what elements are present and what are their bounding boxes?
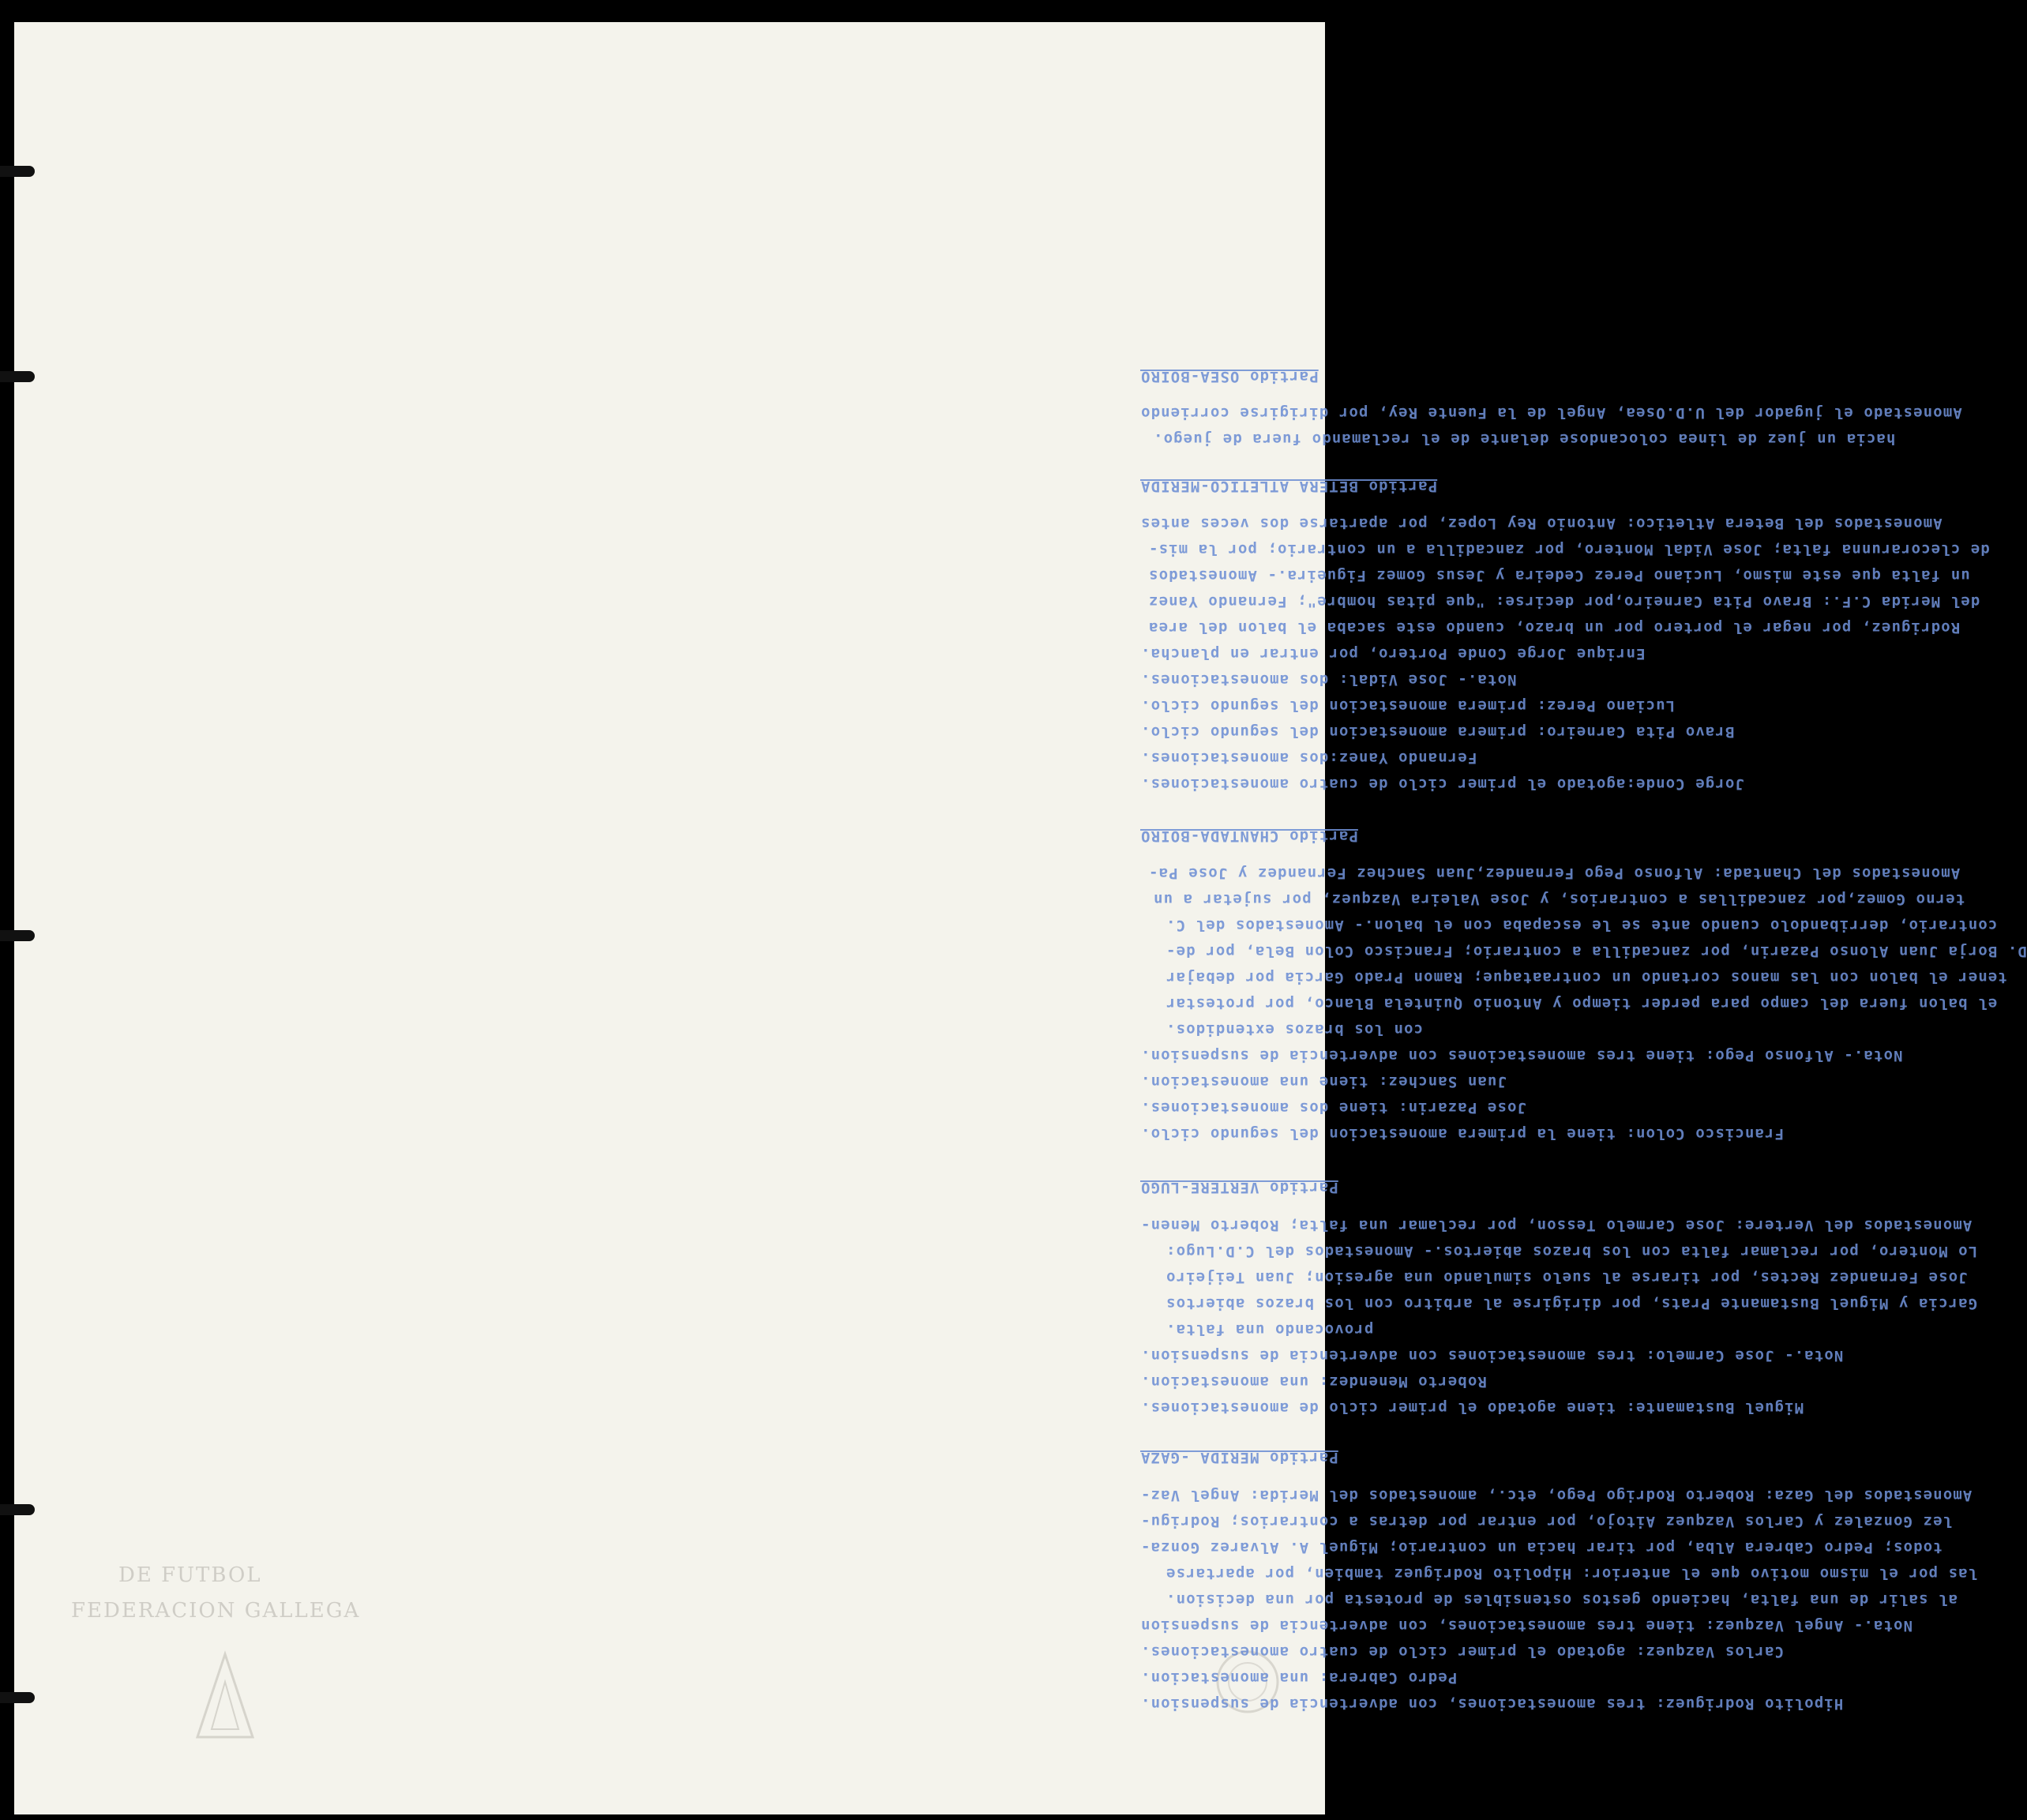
- text-line: Jorge Conde:agotado el primer ciclo de cuatro amonestaciones.: [1140, 775, 1744, 793]
- text-line: Enrique Jorge Conde Portero, por entrar en plancha.: [1140, 645, 1646, 662]
- text-line: Lo Montero, por reclamar falta con los brazos abiertos.- Amonestados del C.D.Lugo:: [1166, 1243, 1978, 1260]
- text-line: de clecorarunna falta; Jose Vidal Montero, por zancadilla a un contrario; por la mis-: [1148, 541, 1990, 558]
- text-line: lez Gonzalez y Carlos Vazquez Aitojo, por entrar por detras a contrarios; Rodrigu-: [1140, 1513, 1953, 1530]
- text-line: provocando una falta.: [1166, 1321, 1374, 1338]
- text-line: Roberto Menendez: una amonestacion.: [1140, 1373, 1487, 1390]
- text-line: con los brazos extendidos.: [1166, 1021, 1424, 1038]
- text-line: Nota.- Jose Carmelo: tres amonestaciones con advertencia de suspension.: [1140, 1347, 1844, 1364]
- text-line: Carlos Vazquez: agotado el primer ciclo de cuatro amonestaciones.: [1140, 1643, 1785, 1661]
- text-line: Jose Fernandez Rectes, por tirarse al suelo simulando una agresion; Juan Teijeiro: [1166, 1269, 1968, 1286]
- section-heading: Partido VERTERE-LUGO: [1140, 1179, 1338, 1196]
- text-line: Fernando Yanez:dos amonestaciones.: [1140, 749, 1477, 767]
- text-line: Hipolito Rodriguez: tres amonestaciones, con advertencia de suspension.: [1140, 1695, 1844, 1713]
- text-line: Nota.- Alfonso Pego: tiene tres amonestaciones con advertencia de suspension.: [1140, 1047, 1903, 1064]
- text-line: contrario, derribandolo cuando ante se le escapaba con el balon.- Amonestados del C.: [1166, 917, 1998, 934]
- text-line: Amonestados del Betera Atletico: Antonio Rey Lopez, por apartarse dos veces antes: [1140, 515, 1943, 532]
- text-line: hacia un juez de linea colocandose delante de el reclamando fuera de juego.: [1153, 430, 1896, 448]
- section-heading: Partido CHANTADA-BOIRO: [1140, 827, 1358, 845]
- text-line: D. Borja Juan Alonso Pazarin, por zancadilla a contrario; Francisco Colon Bela, por de-: [1166, 943, 2027, 960]
- text-line: Amonestados del Chantada: Alfonso Pego Fernandez,Juan Sanchez Fernandez y Jose Pa-: [1148, 865, 1961, 882]
- text-line: Luciano Perez: primera amonestacion del segundo ciclo.: [1140, 697, 1676, 715]
- text-line: Nota.- Angel Vazquez: tiene tres amonestaciones, con advertencia de suspension: [1140, 1617, 1913, 1634]
- text-line: Rodriguez, por negar el portero por un brazo, cuando este sacaba el balon del area: [1148, 619, 1961, 636]
- text-line: Garcia y Miguel Bustamante Prats, por dirigirse al arbitro con los brazos abiertos: [1166, 1295, 1978, 1312]
- text-line: el balon fuera del campo para perder tiempo y Antonio Quintela Blanco, por protestar: [1166, 995, 1998, 1012]
- text-line: del Merida C.F.: Bravo Pita Carneiro,por decirse: "que pitas hombre"; Fernando Yanez: [1148, 593, 1980, 610]
- text-line: un falta que este mismo, Luciano Perez Cedeira y Jesus Gomez Figueira.- Amonestados: [1148, 567, 1970, 584]
- text-line: terno Gomez,por zancadillas a contrarios, y Jose Valeira Vazquez, por sujetar a un: [1153, 891, 1965, 908]
- text-line: Jose Pazarin: tiene dos amonestaciones.: [1140, 1099, 1527, 1116]
- section-heading: Partido BETERA ATLETICO-MERIDA: [1140, 478, 1438, 495]
- text-line: Juan Sanchez: tiene una amonestacion.: [1140, 1073, 1507, 1090]
- text-line: Miguel Bustamante: tiene agotado el primer ciclo de amonestaciones.: [1140, 1399, 1804, 1417]
- text-line: Francisco Colon: tiene la primera amonestacion del segundo ciclo.: [1140, 1125, 1785, 1143]
- text-line: Bravo Pita Carneiro: primera amonestacion del segundo ciclo.: [1140, 723, 1735, 741]
- text-line: Nota.- Jose Vidal: dos amonestaciones.: [1140, 671, 1517, 689]
- section-heading: Partido OSEA-BOIRO: [1140, 368, 1319, 385]
- text-line: Amonestados del Vertere: Jose Carmelo Tesson, por reclamar una falta; Roberto Menen-: [1140, 1217, 1973, 1234]
- text-line: Amonestados del Gaza: Roberto Rodrigo Pego, etc., amonestados del Merida: Angel Vaz-: [1140, 1487, 1973, 1504]
- text-line: Pedro Cabrera: una amonestacion.: [1140, 1669, 1458, 1687]
- text-line: tener el balon con las manos cortando un contraataque; Ramon Prado Garcia por debajar: [1166, 969, 2007, 986]
- text-line: al salir de una falta, haciendo gestos ostensibles de protesta por una decision.: [1166, 1591, 1958, 1608]
- federation-stamp-line: FEDERACION GALLEGA: [71, 1599, 361, 1623]
- text-line: todos; Pedro Cabrera Alba, por tirar hacia un contrario; Miguel A. Alvarez Gonza-: [1140, 1539, 1943, 1556]
- federation-stamp-line: DE FUTBOL: [118, 1563, 262, 1587]
- text-line: Amonestado el jugador del U.D.Osea, Angel de la Fuente Rey, por dirigirse corriendo: [1140, 404, 1962, 422]
- text-line: las por el mismo motivo que el anterior: Hipolito Rodriguez tambien, por apartarse: [1166, 1565, 1978, 1582]
- section-heading: Partido MERIDA -GAZA: [1140, 1449, 1338, 1466]
